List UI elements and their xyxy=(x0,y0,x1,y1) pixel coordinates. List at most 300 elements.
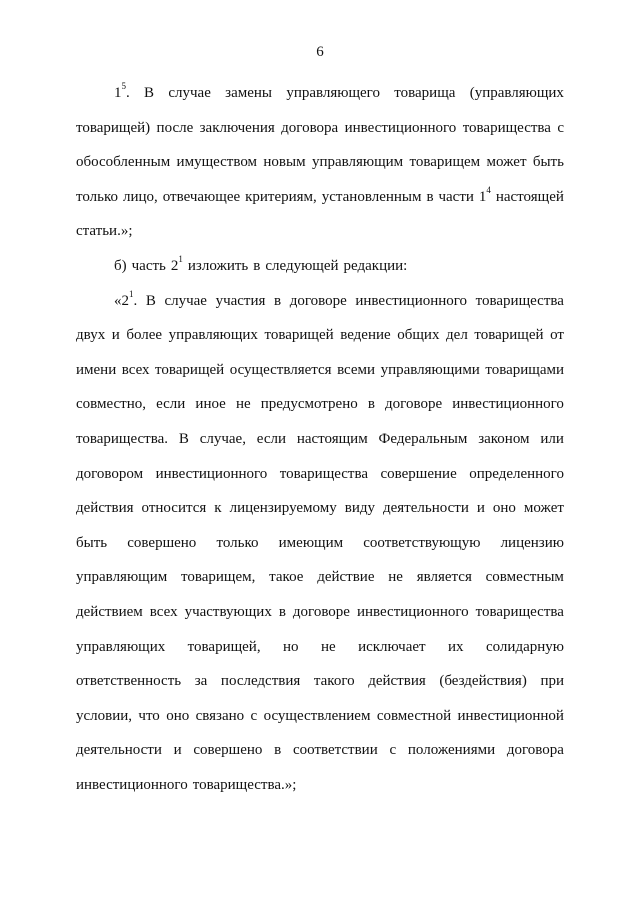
word xyxy=(76,630,165,665)
text-line xyxy=(76,699,564,734)
word xyxy=(156,457,268,492)
word xyxy=(487,145,527,180)
word-text: договоре xyxy=(385,396,443,413)
word-text: изложить xyxy=(187,257,249,274)
word-text: двух xyxy=(76,327,106,344)
word-text: положениями xyxy=(407,742,496,759)
superscript: 1 xyxy=(129,288,134,299)
word-text: предусмотрено xyxy=(260,396,358,413)
word xyxy=(389,733,396,768)
word-text: связано xyxy=(195,707,245,724)
text-line xyxy=(76,422,564,457)
word-text: соответствующую xyxy=(363,534,481,551)
word xyxy=(533,145,564,180)
word-text: товарища xyxy=(394,85,456,101)
word xyxy=(185,595,272,630)
word xyxy=(76,387,146,422)
word xyxy=(280,457,368,492)
word xyxy=(245,180,317,215)
word-text: договора xyxy=(506,742,564,759)
word xyxy=(283,630,299,665)
word xyxy=(200,111,275,146)
word xyxy=(132,249,166,284)
word xyxy=(363,526,480,561)
word xyxy=(394,76,455,111)
word-text: и xyxy=(173,742,182,759)
word-text: следующей xyxy=(265,257,339,274)
word xyxy=(344,249,408,284)
word-text: случае, xyxy=(199,430,246,447)
word xyxy=(355,284,467,319)
word-text: товарищества xyxy=(279,465,369,482)
word-text: случае xyxy=(168,85,211,101)
word-text: критериям, xyxy=(245,188,317,205)
word xyxy=(188,249,248,284)
word-text: 1 xyxy=(478,188,487,205)
word xyxy=(156,387,185,422)
text-line xyxy=(76,214,564,249)
word xyxy=(357,595,469,630)
word xyxy=(221,664,300,699)
word-text: только xyxy=(76,188,119,205)
word-text: товарищества.»; xyxy=(192,776,297,793)
word-text: оно xyxy=(166,707,190,724)
word xyxy=(496,180,564,215)
word xyxy=(138,699,159,734)
word xyxy=(195,387,225,422)
word xyxy=(214,491,221,526)
word xyxy=(358,630,426,665)
word-text: . xyxy=(133,292,138,309)
word xyxy=(312,145,403,180)
word-text: действия xyxy=(368,673,426,690)
word xyxy=(171,249,183,284)
word-text: товарищества xyxy=(462,119,551,136)
word-text: не xyxy=(388,569,403,586)
text-line xyxy=(76,145,564,180)
word-text: или xyxy=(540,430,564,447)
word-text: случае xyxy=(164,292,207,309)
paragraph-p15 xyxy=(76,76,564,249)
word xyxy=(377,699,451,734)
text-line xyxy=(76,76,564,111)
word xyxy=(76,491,134,526)
word xyxy=(417,560,472,595)
word xyxy=(476,595,564,630)
word-text: является xyxy=(416,569,472,586)
word-text: инвестиционного xyxy=(344,119,457,136)
word xyxy=(76,180,118,215)
word-text: действием xyxy=(76,603,143,620)
word xyxy=(144,76,154,111)
word xyxy=(127,526,196,561)
word xyxy=(216,284,266,319)
word-text: оно xyxy=(492,500,516,517)
word xyxy=(163,180,240,215)
word-text: ответственность xyxy=(76,673,182,690)
word xyxy=(76,422,168,457)
word xyxy=(345,111,457,146)
text-line xyxy=(76,664,564,699)
word xyxy=(257,422,286,457)
word-text: заключения xyxy=(199,119,275,136)
paragraph-pb xyxy=(76,249,564,284)
word-text: ведение xyxy=(340,327,391,344)
word xyxy=(76,457,143,492)
page-number: 6 xyxy=(316,44,324,60)
word-text: (бездействия) xyxy=(439,673,527,690)
word xyxy=(524,491,564,526)
text-line xyxy=(76,457,564,492)
word xyxy=(179,422,189,457)
word xyxy=(470,76,564,111)
word-text: в xyxy=(253,257,261,274)
word-text: если xyxy=(156,396,186,413)
word-text: в xyxy=(278,603,286,620)
text-line xyxy=(76,595,564,630)
word xyxy=(196,699,245,734)
word-text: всеми xyxy=(337,361,376,378)
word xyxy=(381,457,457,492)
word-text: «2 xyxy=(114,292,129,309)
word xyxy=(297,422,368,457)
word-text: 1 xyxy=(114,85,122,101)
word-text: исключает xyxy=(358,638,426,655)
word xyxy=(157,111,194,146)
word xyxy=(540,422,564,457)
word xyxy=(169,318,258,353)
word-text: договоре xyxy=(292,603,350,620)
word xyxy=(486,560,564,595)
word xyxy=(493,491,516,526)
word xyxy=(76,699,132,734)
word xyxy=(477,491,485,526)
word xyxy=(379,422,468,457)
word-text: такого xyxy=(313,673,355,690)
word-text: не xyxy=(235,396,251,413)
word xyxy=(383,491,469,526)
word-text: товарищами xyxy=(485,361,564,378)
word xyxy=(478,422,529,457)
word xyxy=(274,284,281,319)
word-text: всех xyxy=(121,361,150,378)
word-text: инвестиционного xyxy=(356,603,469,620)
word-text: товарищества xyxy=(475,292,564,309)
word-text: товарищем, xyxy=(181,569,256,586)
word-text: в xyxy=(367,396,375,413)
word-text: управляющим xyxy=(311,154,404,171)
text-line xyxy=(76,768,564,803)
word-text: 2 xyxy=(170,257,179,274)
word xyxy=(200,422,246,457)
word-text: товарищей xyxy=(264,327,334,344)
word-text: инвестиционного xyxy=(355,292,468,309)
word-text: определенного xyxy=(469,465,564,482)
word xyxy=(540,664,564,699)
word xyxy=(193,733,262,768)
word xyxy=(293,595,350,630)
word xyxy=(368,664,426,699)
word xyxy=(114,76,130,111)
word xyxy=(76,733,162,768)
word-text: быть xyxy=(76,534,108,551)
word xyxy=(76,353,116,388)
word xyxy=(507,733,564,768)
text-line xyxy=(76,630,564,665)
word xyxy=(501,526,564,561)
word xyxy=(253,249,260,284)
word xyxy=(114,249,127,284)
word xyxy=(225,76,272,111)
word-text: замены xyxy=(225,85,273,101)
word xyxy=(286,76,380,111)
word-text: иное xyxy=(195,396,226,413)
word xyxy=(385,387,442,422)
word-text: управляющими xyxy=(380,361,480,378)
text-line xyxy=(76,353,564,388)
word xyxy=(230,353,332,388)
word xyxy=(122,353,150,388)
word xyxy=(76,145,170,180)
word-text: настоящим xyxy=(296,430,368,447)
word xyxy=(265,249,338,284)
word xyxy=(281,111,338,146)
word xyxy=(264,699,371,734)
word-text: такое xyxy=(269,569,304,586)
word-text: лицо, xyxy=(122,188,158,205)
word xyxy=(216,526,258,561)
word xyxy=(479,180,491,215)
word xyxy=(126,318,162,353)
word-text: совместной xyxy=(376,707,452,724)
word-text: дел xyxy=(446,327,468,344)
word-text: настоящей xyxy=(495,188,564,205)
word-text: солидарную xyxy=(485,638,564,655)
text-line xyxy=(76,526,564,561)
word-text: действие xyxy=(317,569,375,586)
word xyxy=(76,526,107,561)
word-text: осуществляется xyxy=(229,361,332,378)
word xyxy=(486,630,564,665)
word-text: товарищей) xyxy=(76,119,151,136)
word-text: совместно, xyxy=(76,396,146,413)
word-text: управляющих xyxy=(76,638,166,655)
word xyxy=(426,180,433,215)
word-text: части xyxy=(438,188,474,205)
word-text: относится xyxy=(141,500,207,517)
word xyxy=(279,526,343,561)
word-text: с xyxy=(557,119,564,136)
word-text: статьи.»; xyxy=(76,223,133,240)
word xyxy=(76,214,133,249)
document-body xyxy=(76,76,564,802)
word-text: всех xyxy=(149,603,178,620)
paragraph-p21 xyxy=(76,284,564,803)
word xyxy=(439,664,526,699)
text-line xyxy=(76,111,564,146)
word xyxy=(410,145,481,180)
word xyxy=(76,318,105,353)
superscript: 5 xyxy=(121,81,126,91)
word-text: быть xyxy=(532,154,564,171)
word-text: за xyxy=(194,673,208,690)
word-text: В xyxy=(145,292,156,309)
word xyxy=(76,595,143,630)
word-text: законом xyxy=(478,430,530,447)
word xyxy=(236,387,251,422)
word-text: участия xyxy=(215,292,266,309)
word xyxy=(193,768,297,803)
word xyxy=(279,595,286,630)
word xyxy=(263,145,305,180)
word-text: часть xyxy=(131,257,166,274)
word xyxy=(457,699,563,734)
word xyxy=(368,387,375,422)
superscript: 1 xyxy=(178,253,183,264)
word xyxy=(164,284,207,319)
word-text: установленным xyxy=(321,188,422,205)
word-text: с xyxy=(250,707,258,724)
word-text: совершение xyxy=(380,465,457,482)
word xyxy=(142,491,207,526)
word-text: и xyxy=(476,500,485,517)
word xyxy=(181,560,255,595)
word-text: имеющим xyxy=(278,534,344,551)
word-text: может xyxy=(486,154,527,171)
word xyxy=(76,768,188,803)
word-text: имуществом xyxy=(176,154,258,171)
word-text: инвестиционной xyxy=(457,707,564,724)
word-text: от xyxy=(550,327,564,344)
word xyxy=(261,387,358,422)
word-text: б) xyxy=(114,257,127,274)
word-text: но xyxy=(283,638,299,655)
word xyxy=(381,353,480,388)
word-text: соответствии xyxy=(292,742,378,759)
word xyxy=(446,318,468,353)
word xyxy=(557,111,564,146)
word xyxy=(290,284,347,319)
word xyxy=(476,284,564,319)
word-text: действия xyxy=(76,500,134,517)
word-text: осуществлением xyxy=(263,707,371,724)
word-text: совершено xyxy=(193,742,263,759)
word-text: деятельности xyxy=(382,500,469,517)
word-text: В xyxy=(178,430,189,447)
word-text: лицензию xyxy=(500,534,564,551)
word-text: управляющего xyxy=(286,85,380,101)
word xyxy=(322,180,422,215)
word-text: имени xyxy=(76,361,117,378)
word xyxy=(337,353,375,388)
word xyxy=(550,318,564,353)
word-text: договора xyxy=(281,119,339,136)
word xyxy=(76,664,181,699)
word xyxy=(274,733,281,768)
word-text: виду xyxy=(344,500,375,517)
word-text: инвестиционного xyxy=(76,776,188,793)
word xyxy=(269,560,303,595)
word-text: инвестиционного xyxy=(452,396,564,413)
word-text: Федеральным xyxy=(378,430,468,447)
word-text: в xyxy=(274,292,282,309)
word-text: В xyxy=(144,85,155,101)
word-text: участвующих xyxy=(184,603,272,620)
word-text: редакции: xyxy=(343,257,408,274)
word-text: их xyxy=(448,638,464,655)
word-text: не xyxy=(320,638,336,655)
word xyxy=(293,733,378,768)
word xyxy=(168,76,211,111)
word-text: товарищем xyxy=(409,154,481,171)
word-text: товарищества xyxy=(475,603,564,620)
word-text: управляющим xyxy=(76,569,168,586)
word-text: договоре xyxy=(289,292,347,309)
superscript: 4 xyxy=(486,184,491,195)
word xyxy=(123,180,158,215)
word xyxy=(314,664,355,699)
word xyxy=(150,595,178,630)
word xyxy=(408,733,495,768)
word-text: договором xyxy=(76,465,144,482)
word xyxy=(114,284,137,319)
word-text: в xyxy=(274,742,282,759)
word-text: с xyxy=(389,742,397,759)
text-line xyxy=(76,387,564,422)
text-line xyxy=(76,318,564,353)
word-text: в xyxy=(426,188,434,205)
text-line xyxy=(76,560,564,595)
word xyxy=(264,318,333,353)
word-text: к xyxy=(214,500,222,517)
word xyxy=(388,560,403,595)
word xyxy=(174,733,182,768)
word xyxy=(251,699,258,734)
word-text: совершено xyxy=(127,534,197,551)
word-text: товарищества. xyxy=(76,430,169,447)
word xyxy=(485,353,564,388)
word-text: обособленным xyxy=(76,154,171,171)
word xyxy=(195,664,208,699)
word-text: более xyxy=(126,327,163,344)
word-text: при xyxy=(540,673,564,690)
word xyxy=(474,318,543,353)
word-text: и xyxy=(111,327,120,344)
word xyxy=(340,318,390,353)
word-text: после xyxy=(156,119,194,136)
word xyxy=(448,630,464,665)
word xyxy=(438,180,473,215)
word xyxy=(469,457,564,492)
word-text: что xyxy=(138,707,160,724)
word-text: только xyxy=(216,534,259,551)
word-text: если xyxy=(256,430,286,447)
word-text: отвечающее xyxy=(162,188,241,205)
word-text: последствия xyxy=(220,673,301,690)
text-line xyxy=(76,180,564,215)
word-text: товарищей xyxy=(474,327,544,344)
word xyxy=(452,387,564,422)
word xyxy=(146,284,156,319)
word-text: совместным xyxy=(485,569,564,586)
word xyxy=(230,491,337,526)
word-text: товарищей, xyxy=(187,638,261,655)
text-line xyxy=(76,491,564,526)
word xyxy=(188,630,261,665)
word xyxy=(345,491,375,526)
word-text: (управляющих xyxy=(469,85,564,101)
word-text: общих xyxy=(397,327,440,344)
